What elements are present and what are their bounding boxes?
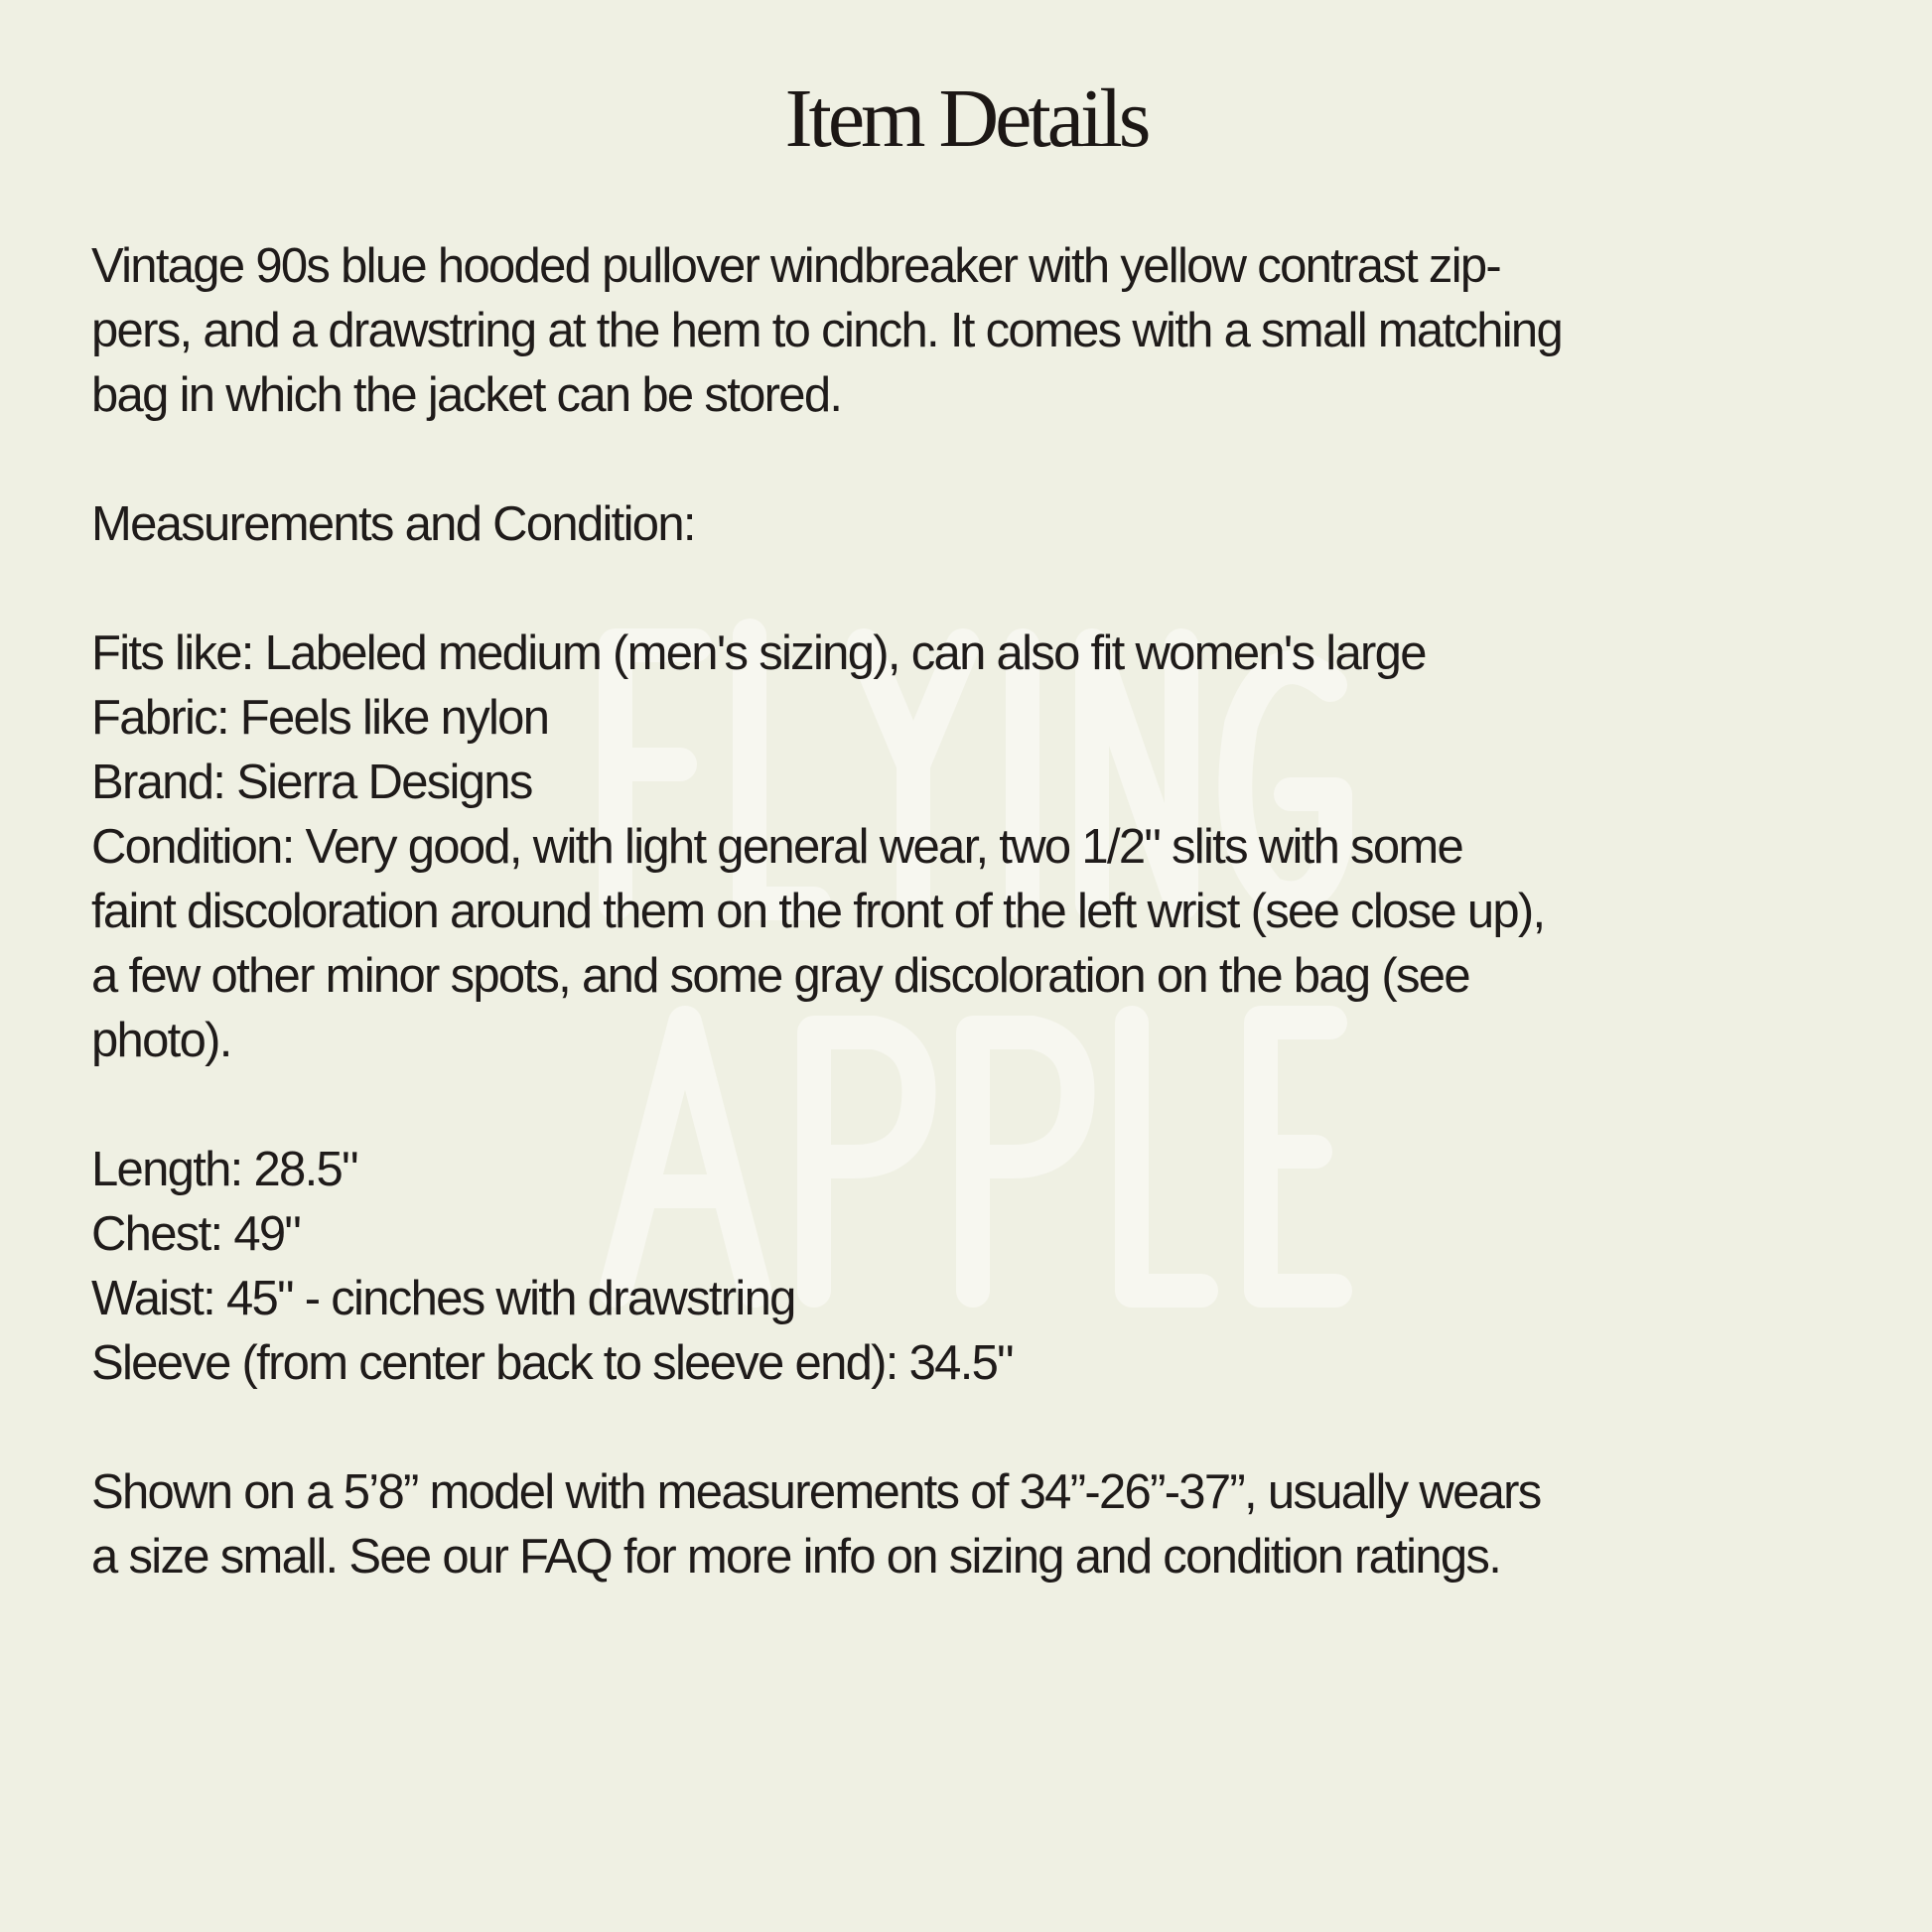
description-line: bag in which the jacket can be stored. [91, 368, 842, 422]
condition-line: faint discoloration around them on the front of the left wrist (see close up), [91, 885, 1545, 938]
measurements-heading-text: Measurements and Condition: [91, 497, 695, 551]
brand-line: Brand: Sierra Designs [91, 756, 532, 809]
details-paragraph [91, 621, 1859, 1073]
length-line: Length: 28.5" [91, 1143, 357, 1196]
condition-line: a few other minor spots, and some gray discoloration on the bag (see [91, 949, 1469, 1003]
condition-line: Condition: Very good, with light general wear, two 1/2" slits with some [91, 820, 1463, 874]
page-title: Item Details [784, 72, 1148, 165]
description-paragraph [91, 234, 1859, 428]
measurements-heading [91, 492, 1859, 557]
item-details-content [91, 234, 1859, 1654]
fabric-line: Fabric: Feels like nylon [91, 691, 549, 745]
chest-line: Chest: 49" [91, 1207, 301, 1261]
fit-line: Fits like: Labeled medium (men's sizing), can also fit women's large [91, 626, 1426, 680]
description-line: Vintage 90s blue hooded pullover windbreaker with yellow contrast zip- [91, 239, 1501, 293]
model-note-paragraph [91, 1460, 1859, 1589]
model-note-line: Shown on a 5’8” model with measurements of 34”-26”-37”, usually wears [91, 1465, 1541, 1519]
description-line: pers, and a drawstring at the hem to cinch. It comes with a small matching [91, 304, 1563, 357]
model-note-line: a size small. See our FAQ for more info on sizing and condition ratings. [91, 1530, 1501, 1584]
condition-line: photo). [91, 1014, 231, 1067]
sleeve-line: Sleeve (from center back to sleeve end): 34.5" [91, 1336, 1013, 1390]
measurements-paragraph [91, 1138, 1859, 1396]
waist-line: Waist: 45" - cinches with drawstring [91, 1272, 795, 1325]
